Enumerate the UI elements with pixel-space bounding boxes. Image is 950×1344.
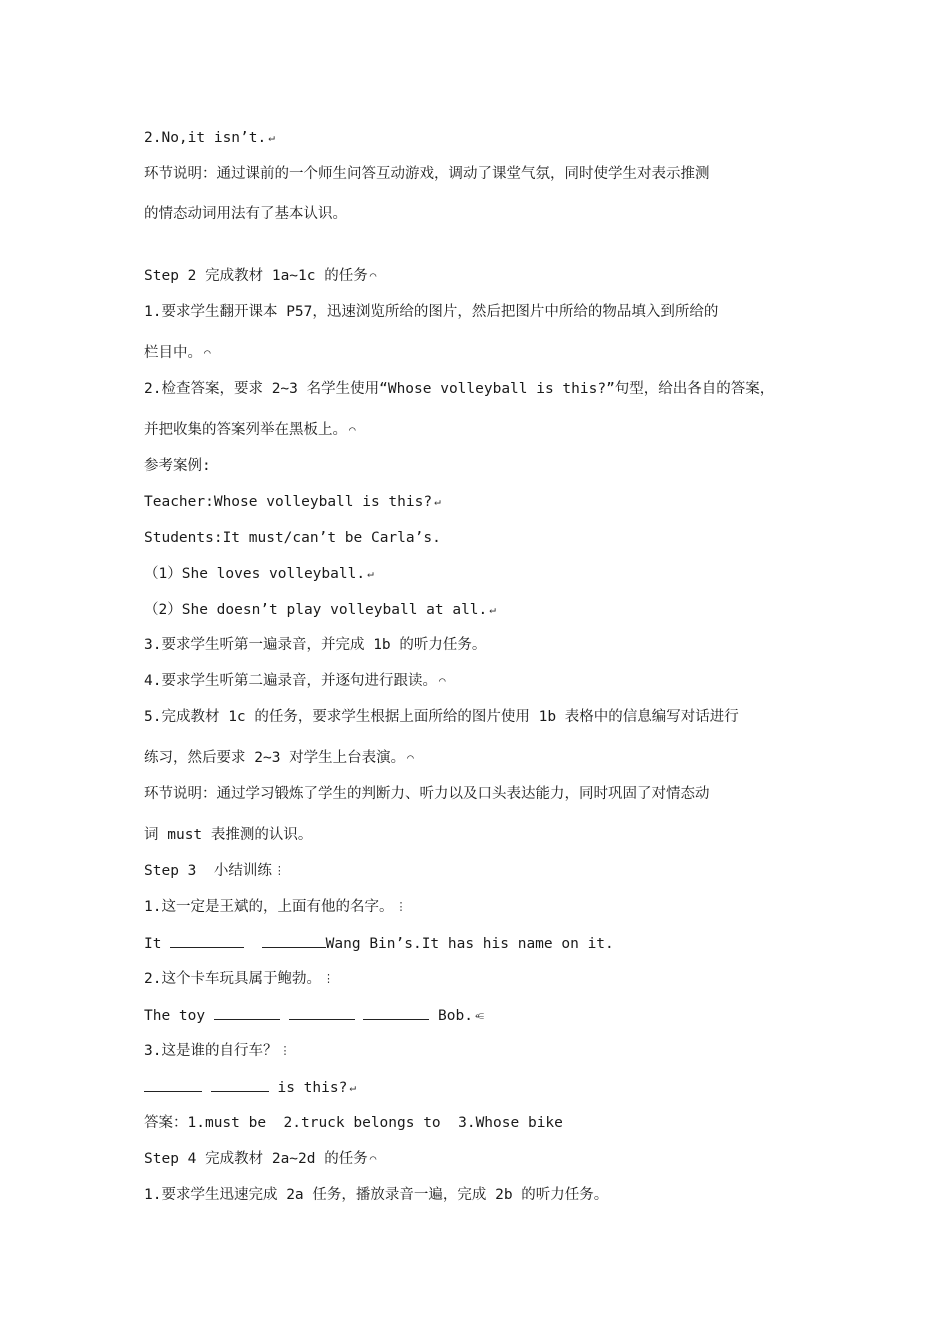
line-text: Step 2 完成教材 1a~1c 的任务 — [144, 268, 368, 284]
section-note-2: 环节说明：通过学习锻炼了学生的判断力、听力以及口头表达能力，同时巩固了对情态动 — [144, 786, 710, 802]
exercise-1-sentence — [144, 933, 614, 954]
line-text: 并把收集的答案列举在黑板上。 — [144, 422, 347, 438]
paragraph-mark-icon: ⋮ — [279, 1044, 291, 1057]
paragraph-mark-icon: ⌒ — [438, 674, 446, 687]
line-text: 2.这个卡车玩具属于鲍勃。 — [144, 971, 321, 987]
paragraph-mark-icon: ↵ — [367, 567, 374, 580]
step-4-item-1: 1.要求学生迅速完成 2a 任务，播放录音一遍，完成 2b 的听力任务。 — [144, 1187, 609, 1203]
step-2-heading — [144, 266, 376, 286]
answer-line-2 — [144, 128, 275, 148]
paragraph-mark-icon: ↵ — [349, 1081, 356, 1094]
paragraph-mark-icon: ↵ — [434, 495, 441, 508]
line-text: （1）She loves volleyball. — [144, 566, 366, 582]
step-2-item-1: 1.要求学生翻开课本 P57，迅速浏览所给的图片，然后把图片中所给的物品填入到所给的 — [144, 304, 719, 320]
exercise-2-sentence — [144, 1005, 484, 1026]
blank-field — [214, 1005, 280, 1020]
line-text: Step 4 完成教材 2a~2d 的任务 — [144, 1151, 368, 1167]
exercise-2-prompt — [144, 969, 334, 989]
blank-field — [211, 1077, 269, 1092]
paragraph-mark-icon: ↵ — [489, 603, 496, 616]
line-text: Wang Bin’s.It has his name on it. — [325, 936, 614, 952]
step-2-item-2-cont — [144, 420, 356, 440]
section-note-1-cont: 的情态动词用法有了基本认识。 — [144, 206, 347, 222]
paragraph-mark-icon: ⌒ — [369, 269, 377, 282]
line-text: Bob. — [438, 1008, 473, 1024]
line-text: 4.要求学生听第二遍录音，并逐句进行跟读。 — [144, 673, 437, 689]
exercise-3-sentence — [144, 1077, 356, 1098]
step-2-item-1-cont — [144, 343, 211, 363]
line-text: It — [144, 936, 162, 952]
blank-field — [170, 933, 244, 948]
line-text: is this? — [277, 1080, 348, 1096]
step-2-item-2: 2.检查答案，要求 2~3 名学生使用“Whose volleyball is this?”句型，给出各自的答案， — [144, 381, 775, 397]
exercise-answers: 答案：1.must be 2.truck belongs to 3.Whose bike — [144, 1115, 563, 1131]
step-3-heading — [144, 861, 285, 881]
example-label: 参考案例: — [144, 458, 211, 474]
blank-field — [262, 933, 326, 948]
paragraph-mark-icon: ⌒ — [407, 751, 414, 764]
paragraph-mark-icon: ↵ — [268, 131, 275, 144]
paragraph-mark-icon: ⋮ — [395, 900, 407, 913]
example-students: Students:It must/can’t be Carla’s. — [144, 530, 441, 546]
step-2-item-5: 5.完成教材 1c 的任务，要求学生根据上面所给的图片使用 1b 表格中的信息编写对话进行 — [144, 709, 739, 725]
step-2-item-3: 3.要求学生听第一遍录音，并完成 1b 的听力任务。 — [144, 637, 487, 653]
blank-field — [363, 1005, 429, 1020]
section-note-2-cont: 词 must 表推测的认识。 — [144, 827, 313, 843]
line-text: The toy — [144, 1008, 206, 1024]
example-teacher — [144, 492, 441, 512]
paragraph-mark-icon: ⥺ — [474, 1009, 485, 1022]
exercise-3-prompt — [144, 1041, 290, 1061]
line-text: 1.这一定是王斌的，上面有他的名字。 — [144, 899, 394, 915]
line-text: 2.No,it isn’t. — [144, 130, 267, 146]
step-2-item-5-cont — [144, 748, 414, 768]
paragraph-mark-icon: ⋮ — [273, 864, 285, 877]
paragraph-mark-icon: ⌒ — [349, 423, 356, 436]
line-text: 练习，然后要求 2~3 对学生上台表演。 — [144, 750, 406, 766]
blank-field — [144, 1077, 202, 1092]
line-text: 3.这是谁的自行车？ — [144, 1043, 278, 1059]
paragraph-mark-icon: ⌒ — [369, 1152, 377, 1165]
line-text: 栏目中。 — [144, 345, 202, 361]
paragraph-mark-icon: ⋮ — [322, 972, 334, 985]
line-text: Step 3 小结训练 — [144, 863, 272, 879]
example-reason-1 — [144, 564, 374, 584]
step-4-heading — [144, 1149, 376, 1169]
line-text: （2）She doesn’t play volleyball at all. — [144, 602, 488, 618]
paragraph-mark-icon: ⌒ — [204, 346, 211, 359]
step-2-item-4 — [144, 671, 446, 691]
exercise-1-prompt — [144, 897, 406, 917]
section-note-1: 环节说明：通过课前的一个师生问答互动游戏，调动了课堂气氛，同时使学生对表示推测 — [144, 166, 710, 182]
blank-field — [289, 1005, 355, 1020]
line-text: Teacher:Whose volleyball is this? — [144, 494, 433, 510]
example-reason-2 — [144, 600, 496, 620]
